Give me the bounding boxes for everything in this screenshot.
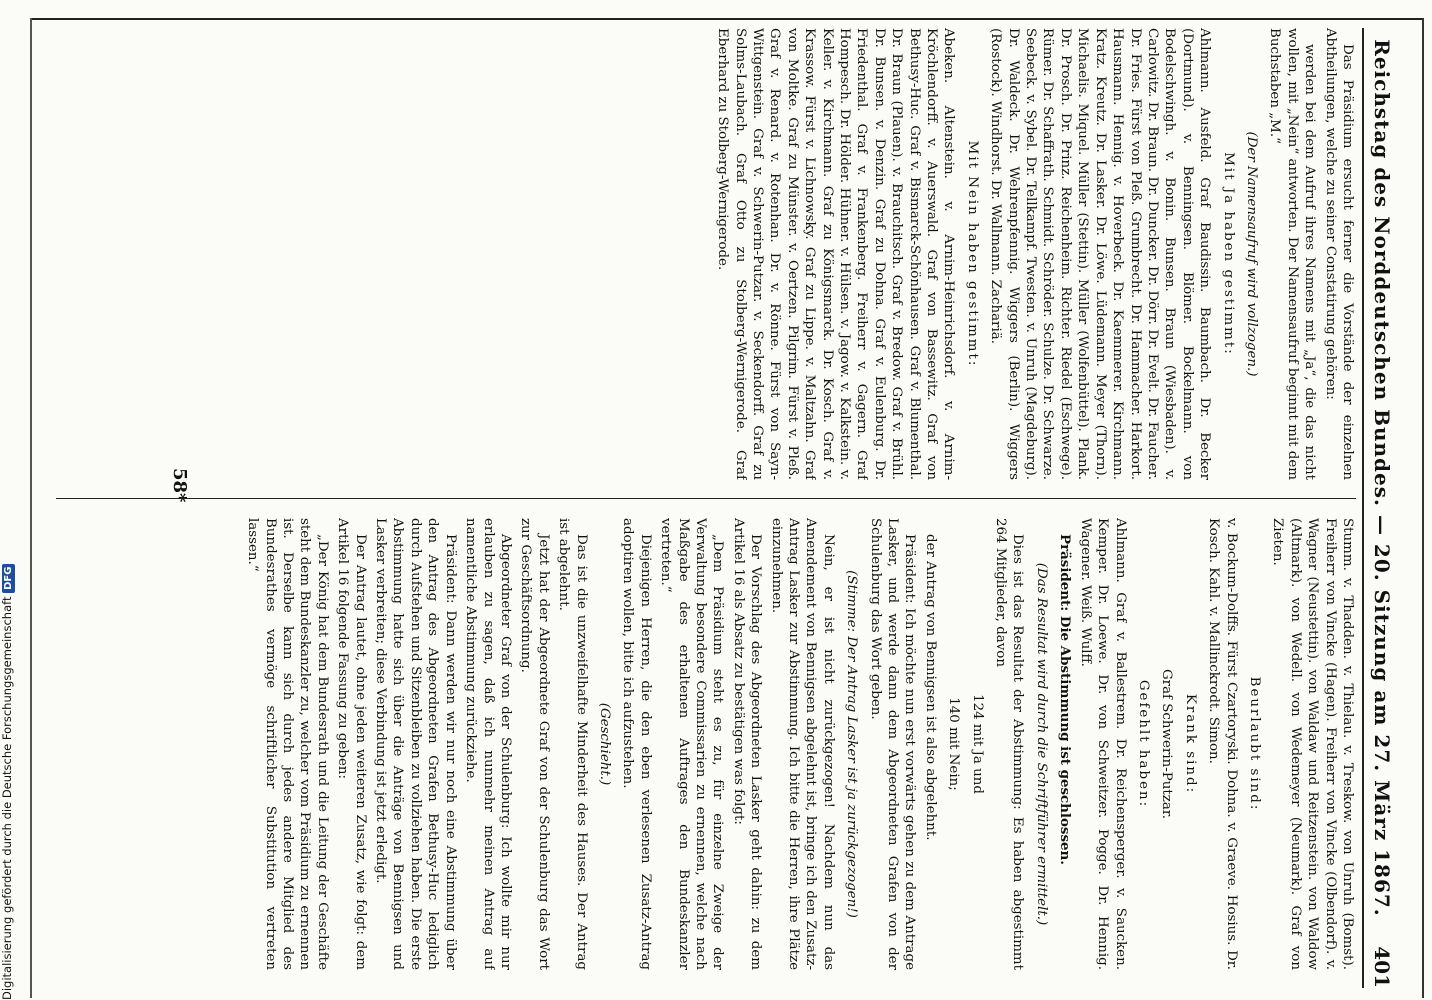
quotation: „Dem Präsidium steht es zu, für einzelne Zweige der Verwaltung besondere Commissarien zu ernennen, welche nach Maßgabe des erhaltenen Auftrages den Bundeskanzler vertreten.“ — [658, 518, 726, 970]
paragraph: Nein, er ist nicht zurückgezogen! Nachdem nun das Amendement von Bennigsen abgelehnt ist, bringe ich den Zusatz-Antrag Lasker zur Abstimmung. Ich bitte die Herren, ihre Plätze einzunehmen. — [768, 518, 836, 970]
left-column — [56, 28, 1356, 480]
credit-text: Digitalisierung gefördert durch die Deutsche Forschungsgemeinschaft — [0, 596, 14, 1000]
paragraph: werden bei dem Aufruf ihres Namens mit „Ja“, die das nicht wollen, mit „Nein“ antworten. Der Namensaufruf beginnt mit dem Buchstaben „M.“ — [1267, 28, 1318, 480]
president-statement: Präsident: Die Abstimmung ist geschlossen. — [1057, 534, 1074, 865]
procedural-note: (Das Resultat wird durch die Schriftführer ermittelt.) — [1033, 562, 1049, 926]
rotated-page — [40, 28, 1400, 988]
section-heading-beurlaubt: Beurlaubt sind: — [1246, 676, 1262, 812]
section-heading-nein: Mit Nein haben gestimmt: — [964, 140, 980, 368]
name-list-nein: Abeken. Altenstein. v. Arnim-Heinrichsdorf. v. Arnim-Kröchlendorff. v. Auerswald. Graf von Bassewitz. Graf von Bethusy-Huc. Graf v. Bismarck-Schönhausen. Graf v. Blumenthal. Dr. Braun (Plauen). v. Brauchitsch. Graf v. Bredow. Graf v. Brühl. Dr. Bunsen. v. Denzin. Graf zu Dohna. Graf v. Eulenburg. Dr. Friedenthal. Graf v. Frankenberg. Freiherr v. Gagern. Graf Hompesch. Dr. Hölder. Hühner. v. Hülsen. v. Jagow. v. Kalkstein. v. Keller. v. Kirchmann. Graf zu Königsmarck. Dr. Kosch. Graf v. Krassow. Fürst v. Lichnowsky. Graf zu Lippe. v. Maltzahn. Graf von Moltke. Graf zu Münster. v. Oertzen. Pilgrim. Fürst v. Pleß. Graf v. Renard. v. Rotenhan. Dr. v. Rönne. Fürst von Sayn-Wittgenstein. Graf v. Schwerin-Putzar. v. Seckendorff. Graf zu Solms-Laubach. Graf Otto zu Stolberg-Wernigerode. Graf Eberhard zu Stolberg-Wernigerode. — [715, 28, 957, 480]
signature-mark: 58* — [169, 468, 190, 503]
paragraph: Präsident: Dann werden wir nur noch eine Abstimmung über den Antrag des Abgeordneten Grafen Bethusy-Huc lediglich durch Aufstehen und Sitzenbleiben zu vollziehen haben. Die erste Abstimmung hatte sich über die Anträge von Bennigsen und Lasker verbreiten; diese Verbindung ist jetzt erledigt. — [373, 518, 458, 970]
section-heading-krank: Krank sind: — [1182, 693, 1198, 795]
right-column — [56, 518, 1356, 970]
name-list-continued: Stumm. v. Thadden. v. Thielau. v. Treskow. von Unruh (Bomst). Freiherr von Vincke (Hagen). Freiherr von Vincke (Olbendorf). v. Wagner (Neustettin). von Waldaw und Reitzenstein. von Waldow (Altmark). von Wedell. von Wedemeyer (Neumark). Graf von Zieten. — [1270, 518, 1355, 970]
name-list-krank: Graf Schwerin-Putzar. — [1159, 668, 1175, 820]
section-heading-ja: Mit Ja haben gestimmt: — [1220, 152, 1236, 356]
text-columns — [56, 28, 1356, 988]
paragraph: Das Präsidium ersucht ferner die Vorstände der einzelnen Abtheilungen, welche zu seiner Constatirung gehören: — [1322, 28, 1355, 480]
dfg-logo: DFG — [2, 564, 15, 593]
vote-result-ja: 124 mit Ja und — [969, 694, 985, 794]
column-divider — [56, 498, 1356, 499]
digitization-credit — [0, 40, 30, 1000]
paragraph: Dies ist das Resultat der Abstimmung: Es haben abgestimmt 264 Mitglieder, davon — [993, 518, 1026, 970]
page-header — [1362, 28, 1400, 988]
paragraph: Abgeordneter Graf von der Schulenburg: Ich wollte mir nur erlauben zu sagen, daß ich nunmehr meinen Antrag auf namentliche Abstimmung zurückziehe. — [463, 518, 513, 970]
paragraph: Präsident: Ich möchte nun erst vorwärts gehen zu dem Antrage Lasker, und werde dann dem Abgeordneten Grafen von der Schulenburg das Wort geben. — [867, 518, 918, 970]
page-number: 401 — [1370, 946, 1394, 988]
procedural-note: (Stimme: Der Antrag Lasker ist ja zurückgezogen!) — [844, 570, 860, 918]
page-title: Reichstag des Norddeutschen Bundes. — 20. Sitzung am 27. März 1867. — [1370, 39, 1394, 917]
procedural-note: (Der Namensaufruf wird vollzogen.) — [1243, 131, 1259, 377]
scan-border-left — [30, 18, 32, 998]
section-heading-gefehlt: Gefehlt haben: — [1135, 679, 1151, 809]
scan-border-top — [30, 18, 1422, 20]
procedural-note: (Geschieht.) — [596, 702, 612, 786]
name-list-gefehlt: Ahlmann. Graf v. Ballestrem. Dr. Reichensperger. v. Saucken. Kemper. Dr. Loewe. Dr. von Schweitzer. Pogge. Dr. Hennig. Wagener. Weiß. Wulff. — [1077, 518, 1128, 970]
paragraph: Der Antrag lautet, ohne jeden weiteren Zusatz, wie folgt: dem Artikel 16 folgende Fassung zu geben: — [335, 518, 368, 970]
quotation: „Der König hat dem Bundesrath und die Leitung der Geschäfte steht dem Bundeskanzler zu, welcher vom Präsidium zu ernennen ist. Derselbe kann sich durch jedes andere Mitglied des Bundesrathes vermöge schriftlicher Substitution vertreten lassen.“ — [245, 518, 330, 970]
name-list-beurlaubt: v. Bockum-Dolffs. Fürst Czartoryski. Dohna. v. Graeve. Hosius. Dr. Kosch. Kahl. v. Mallinckrodt. Simon. — [1206, 518, 1239, 970]
paragraph: Jetzt hat der Abgeordnete Graf von der Schulenburg das Wort zur Geschäftsordnung. — [518, 518, 551, 970]
paragraph: Der Vorschlag des Abgeordneten Lasker geht dahin: zu dem Artikel 16 als Absatz zu bestätigen was folgt: — [730, 518, 764, 970]
scan-border-right — [1422, 18, 1424, 998]
vote-result-nein: 140 mit Nein; — [946, 697, 962, 791]
paragraph: der Antrag von Bennigsen ist also abgelehnt. — [922, 534, 938, 841]
name-list-ja: Ahlmann. Ausfeld. Graf Baudissin. Baumbach. Dr. Becker (Dortmund). v. Benningsen. Blömer. Bockelmann. von Bodelschwingh. v. Bonin. Bunsen. Braun (Wiesbaden). v. Carlowitz. Dr. Braun. Dr. Duncker. Dr. Dörr. Dr. Evelt. Dr. Faucher. Dr. Fries. Fürst von Pleß. Grumbrecht. Dr. Hammacher. Harkort. Hausmann. Hennig. v. Hoverbeck. Dr. Kaemmerer. Kirchmann. Kratz. Kreutz. Dr. Lasker. Dr. Löwe. Lüdemann. Meyer (Thorn). Michaelis. Miquel. Müller (Stettin). Müller (Wolfenbüttel). Plank. Dr. Prosch. Dr. Prinz. Reichenheim. Richter. Riedel (Eschwege). Rümer. Dr. Schaffrath. Schmidt. Schröder. Schulze. Dr. Schwarze. Seebeck. v. Sybel. Dr. Tellkampf. Twesten. v. Unruh (Magdeburg). Dr. Waldeck. Dr. Wehrenpfennig. Wiggers (Berlin). Wiggers (Rostock). Windhorst. Dr. Wallmann. Zachariä. — [988, 28, 1213, 480]
paragraph: Das ist die unzweifelhafte Minderheit des Hauses. Der Antrag ist abgelehnt. — [556, 518, 589, 970]
paragraph: Diejenigen Herren, die den eben verlesenen Zusatz-Antrag adoptiren wollen, bitte ich aufzustehen. — [620, 518, 653, 970]
